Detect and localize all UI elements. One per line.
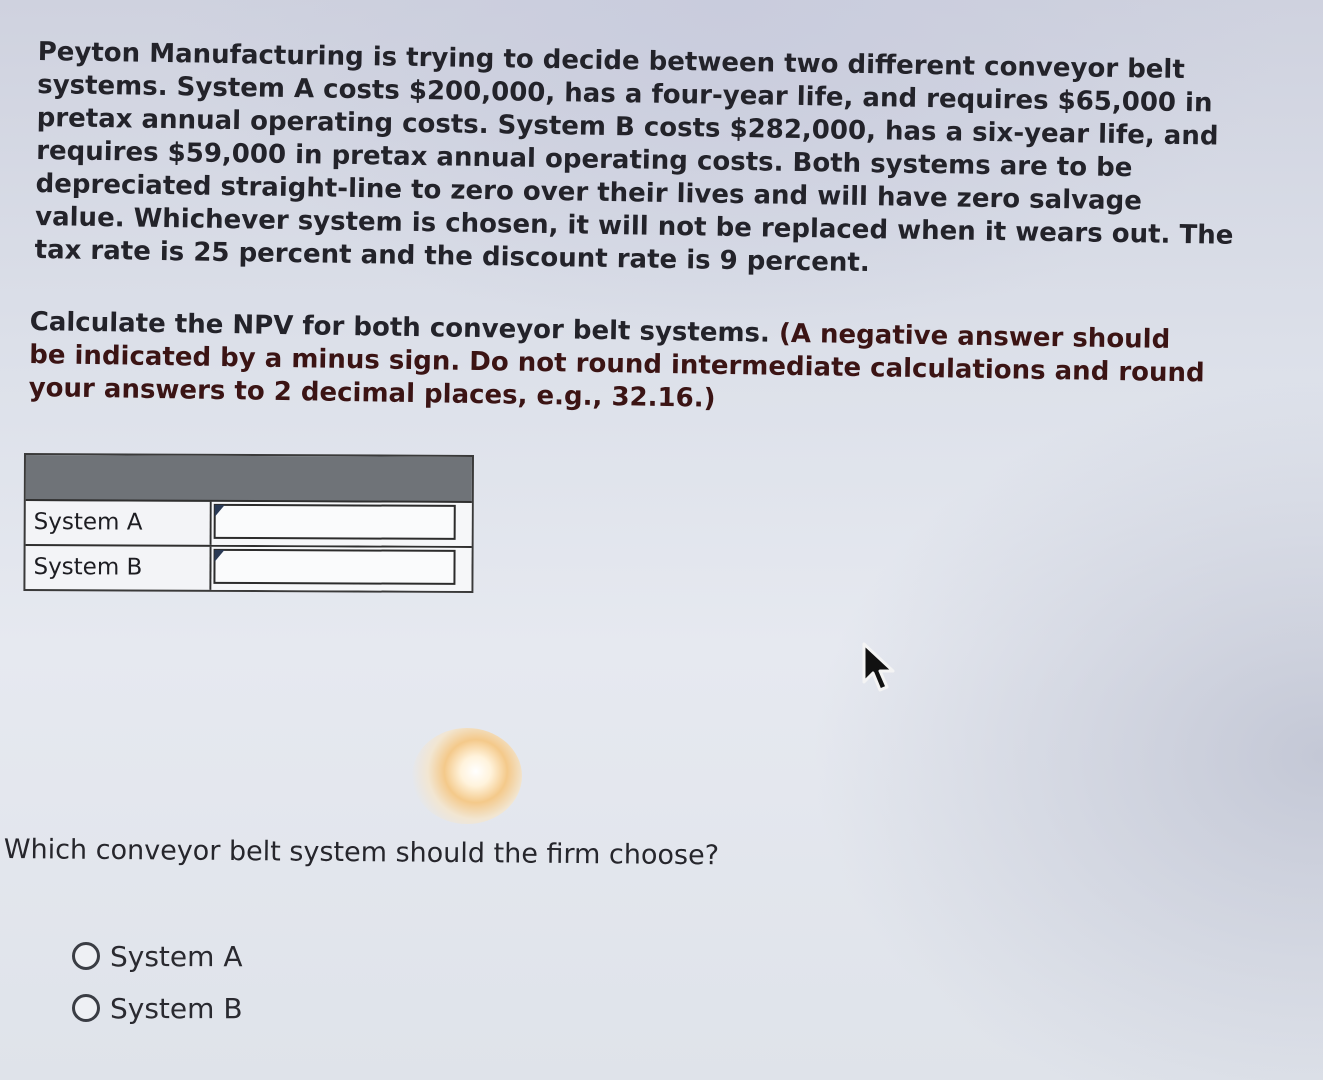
option-label: System B [110, 991, 243, 1025]
system-a-label: System A [26, 501, 212, 545]
option-system-b[interactable] [72, 982, 243, 1034]
npv-table-header [26, 455, 472, 503]
system-a-cell [212, 502, 472, 546]
radio-button[interactable] [72, 994, 100, 1022]
input-flag-icon [215, 505, 225, 517]
option-system-a[interactable] [72, 930, 243, 982]
radio-button[interactable] [72, 942, 100, 970]
light-glare [412, 728, 522, 824]
input-flag-icon [215, 550, 225, 562]
table-row [25, 546, 471, 591]
instruction-text [28, 306, 1209, 424]
system-b-cell [211, 547, 471, 591]
system-b-label: System B [25, 546, 211, 590]
answer-options [72, 930, 243, 1034]
table-row [26, 501, 472, 548]
problem-text: Peyton Manufacturing is trying to decide between two different conveyor belt systems. System A costs $200,000, has a four-year life, and requires $65,000 in pretax annual operating costs. System B costs $282,000, has a six-year life, and requires $59,000 in pretax annual operating costs. Both systems are to be depreciated straight-line to zero over their lives and will have zero salvage value. Whichever system is chosen, it will not be replaced when it wears out. The tax rate is 25 percent and the discount rate is 9 percent. [34, 36, 1234, 279]
option-label: System A [110, 939, 243, 973]
npv-table [23, 453, 474, 593]
instruction-prompt: Calculate the NPV for both conveyor belt systems. [29, 306, 771, 349]
system-b-npv-input[interactable] [213, 549, 455, 585]
system-a-npv-input[interactable] [214, 504, 456, 540]
question-text: Which conveyor belt system should the firm choose? [3, 833, 720, 872]
instruction-note: (A negative answer should be indicated by a minus sign. Do not round intermediate calculations and round your answers to 2 decimal places, e.g., 32.16.) [28, 318, 1205, 414]
mouse-pointer-icon [858, 640, 898, 696]
